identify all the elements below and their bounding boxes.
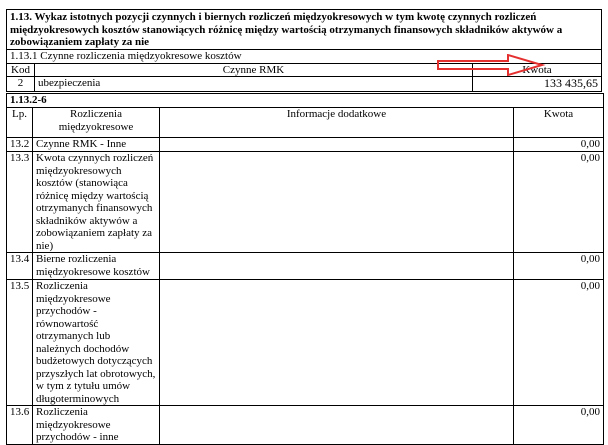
table-row: [7, 152, 604, 253]
row-kwota: 0,00: [514, 138, 604, 152]
section-heading: 1.13. Wykaz istotnych pozycji czynnych i biernych rozliczeń międzyokresowych w tym kwotę czynnych rozliczeń międzyokresowych kosztów stanowiących różnicę między wartością otrzymanych finansowych składników aktywów a zobowiązaniem zapłaty za nie: [7, 10, 602, 50]
arrow-right-icon: [436, 54, 546, 76]
row-info: [160, 280, 514, 406]
table2-title: 1.13.2-6: [7, 94, 604, 108]
row-name: Rozliczenia międzyokresowe przychodów - równowartość otrzymanych lub należnych dochodów budżetowych dotyczących przyszłych lat obrotowych, w tym z tytułu umów długoterminowych: [33, 280, 160, 406]
header-informacje: Informacje dodatkowe: [160, 108, 514, 138]
row-rmk-name: ubezpieczenia: [35, 77, 473, 92]
header-kod: Kod: [7, 63, 35, 77]
row-name: Kwota czynnych rozliczeń międzyokresowych kosztów (stanowiąca różnicę między wartością otrzymanych finansowych składników aktywów a zobowiązaniem zapłaty za nie): [33, 152, 160, 253]
table-row: [7, 406, 604, 445]
row-lp: 13.4: [7, 253, 33, 280]
header-czynne-rmk: Czynne RMK: [35, 63, 473, 77]
row-kod: 2: [7, 77, 35, 92]
row-info: [160, 406, 514, 445]
czynne-rmk-table: [6, 9, 602, 92]
header-kwota-2: Kwota: [514, 108, 604, 138]
row-lp: 13.2: [7, 138, 33, 152]
header-lp: Lp.: [7, 108, 33, 138]
row-kwota: 0,00: [514, 253, 604, 280]
row-name: Czynne RMK - Inne: [33, 138, 160, 152]
row-lp: 13.6: [7, 406, 33, 445]
row-info: [160, 152, 514, 253]
header-kwota: Kwota: [473, 63, 602, 77]
row-kwota: 0,00: [514, 280, 604, 406]
row-kwota: 133 435,65: [473, 77, 602, 92]
row-info: [160, 253, 514, 280]
row-info: [160, 138, 514, 152]
table-row: [7, 280, 604, 406]
row-kwota: 0,00: [514, 406, 604, 445]
row-kwota: 0,00: [514, 152, 604, 253]
header-rozliczenia: Rozliczenia międzyokresowe: [33, 108, 160, 138]
table-row: [7, 138, 604, 152]
row-name: Rozliczenia międzyokresowe przychodów - inne: [33, 406, 160, 445]
row-lp: 13.5: [7, 280, 33, 406]
czynne-title: 1.13.1 Czynne rozliczenia międzyokresowe kosztów: [7, 49, 602, 63]
table-row: [7, 253, 604, 280]
row-lp: 13.3: [7, 152, 33, 253]
row-name: Bierne rozliczenia międzyokresowe kosztów: [33, 253, 160, 280]
rozliczenia-table: [6, 93, 604, 445]
